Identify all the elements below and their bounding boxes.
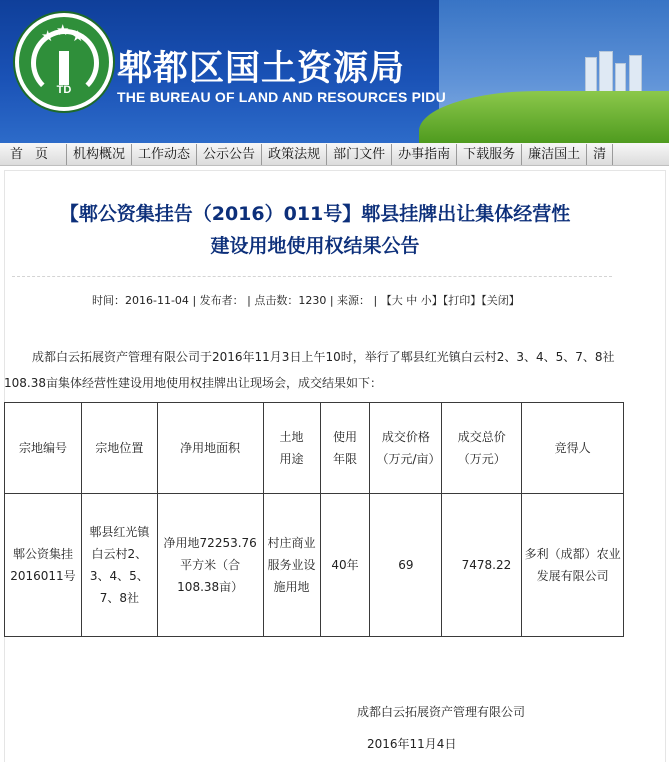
meta-hits-label: 点击数： bbox=[254, 294, 299, 307]
table-cell: 40年 bbox=[320, 494, 370, 637]
signature-date: 2016年11月4日 bbox=[367, 737, 457, 751]
table-cell: 村庄商业服务业设施用地 bbox=[263, 494, 320, 637]
table-cell: 7478.22 bbox=[442, 494, 522, 637]
site-title-en: THE BUREAU OF LAND AND RESOURCES PIDU bbox=[117, 89, 446, 105]
table-header: 使用年限 bbox=[320, 403, 370, 494]
nav-item-news[interactable]: 工作动态 bbox=[132, 144, 197, 166]
meta-time: 2016-11-04 bbox=[125, 294, 189, 307]
close-link[interactable]: 【关闭】 bbox=[481, 294, 520, 307]
table-row bbox=[5, 494, 624, 637]
table-cell: 多利（成都）农业发展有限公司 bbox=[522, 494, 624, 637]
article-paragraph: 成都白云拓展资产管理有限公司于2016年11月3日上午10时，举行了郫县红光镇白云村2、3、4、5、7、8社108.38亩集体经营性建设用地使用权挂牌出让现场会，成交结果如下： bbox=[4, 350, 615, 390]
nav-item-guide[interactable]: 办事指南 bbox=[392, 144, 457, 166]
article-headline bbox=[0, 198, 630, 262]
table-header: 成交价格（万元/亩） bbox=[370, 403, 442, 494]
font-size-open: 【 bbox=[380, 294, 392, 307]
table-header: 成交总价（万元） bbox=[442, 403, 522, 494]
table-header: 宗地编号 bbox=[5, 403, 82, 494]
main-nav bbox=[0, 143, 669, 166]
meta-hits: 1230 bbox=[298, 294, 327, 307]
article-meta: 时间：2016-11-04 | 发布者： | 点击数：1230 | 来源： | 【大 中 小】【打印】【关闭】 bbox=[92, 294, 520, 307]
nav-item-notices[interactable]: 公示公告 bbox=[197, 144, 262, 166]
font-size-large-link[interactable]: 大 bbox=[391, 294, 403, 307]
nav-item-home[interactable]: 首页 bbox=[0, 144, 67, 166]
headline-divider bbox=[12, 276, 612, 277]
nav-item-about[interactable]: 机构概况 bbox=[67, 144, 132, 166]
table-cell: 净用地72253.76平方米（合108.38亩） bbox=[157, 494, 263, 637]
nav-item-documents[interactable]: 部门文件 bbox=[327, 144, 392, 166]
meta-time-label: 时间： bbox=[92, 294, 125, 307]
nav-item-downloads[interactable]: 下载服务 bbox=[457, 144, 522, 166]
nav-item-more[interactable]: 清 bbox=[587, 144, 613, 166]
table-cell: 69 bbox=[370, 494, 442, 637]
signature-company: 成都白云拓展资产管理有限公司 bbox=[357, 705, 526, 719]
header-banner bbox=[0, 0, 669, 143]
meta-source-label: 来源： bbox=[337, 294, 371, 307]
headline-line-1: 【郫公资集挂告（2016）011号】郫县挂牌出让集体经营性 bbox=[59, 203, 571, 225]
table-header: 竞得人 bbox=[522, 403, 624, 494]
font-size-small-link[interactable]: 小 bbox=[420, 294, 432, 307]
table-header-row bbox=[5, 403, 624, 494]
result-table bbox=[4, 402, 624, 637]
font-size-medium-link[interactable]: 中 bbox=[406, 294, 418, 307]
table-cell: 郫县红光镇白云村2、3、4、5、7、8社 bbox=[81, 494, 157, 637]
print-link[interactable]: 【打印】 bbox=[442, 294, 482, 307]
nav-item-integrity[interactable]: 廉洁国土 bbox=[522, 144, 587, 166]
headline-line-2: 建设用地使用权结果公告 bbox=[210, 235, 420, 257]
table-header: 净用地面积 bbox=[157, 403, 263, 494]
land-bureau-logo-icon[interactable]: ★ ★ ★ TD bbox=[15, 13, 113, 111]
meta-publisher-label: 发布者： bbox=[199, 294, 244, 307]
logo-text: TD bbox=[56, 84, 72, 96]
table-header: 土地用途 bbox=[263, 403, 320, 494]
site-title: 郫都区国土资源局 bbox=[117, 49, 406, 89]
table-cell: 郫公资集挂2016011号 bbox=[5, 494, 82, 637]
banner-buildings bbox=[575, 53, 655, 93]
table-header: 宗地位置 bbox=[81, 403, 157, 494]
nav-item-policies[interactable]: 政策法规 bbox=[262, 144, 327, 166]
font-size-close: 】 bbox=[431, 294, 443, 307]
